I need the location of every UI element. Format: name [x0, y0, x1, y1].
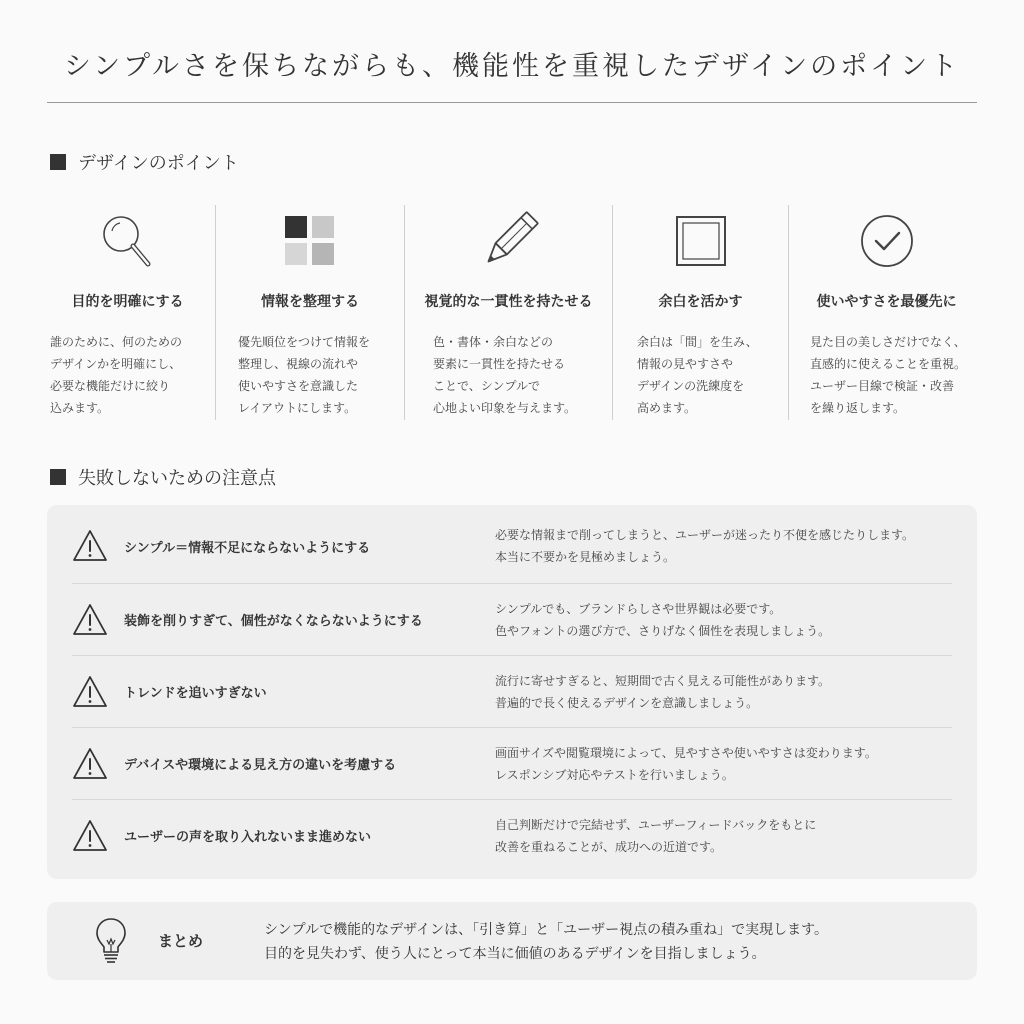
- caution-description: 必要な情報まで削ってしまうと、ユーザーが迷ったり不便を感じたりします。 本当に不要かを見極めましょう。: [495, 528, 915, 564]
- point-item-whitespace: [612, 205, 788, 420]
- caution-item: [72, 655, 952, 727]
- caution-item: [72, 583, 952, 655]
- heading-square-icon: [50, 469, 66, 485]
- cautions-card: [47, 505, 977, 879]
- caution-item: [72, 510, 952, 582]
- summary-text: シンプルで機能的なデザインは、「引き算」と「ユーザー視点の積み重ね」で実現します。 目的を見失わず、使う人にとって本当に価値のあるデザインを目指しましょう。: [264, 922, 828, 962]
- point-description: 誰のために、何のための デザインかを明確にし、 必要な機能だけに絞り 込みます。: [50, 335, 183, 415]
- check-circle-icon: [852, 206, 922, 276]
- point-title: 使いやすさを最優先に: [816, 294, 957, 310]
- points-section-heading: [50, 150, 239, 174]
- point-description: 見た目の美しさだけでなく、 直感的に使えることを重視。 ユーザー目線で検証・改善 を繰り返します。: [810, 335, 967, 415]
- warning-icon: [72, 818, 108, 854]
- caution-title: トレンドを追いすぎない: [124, 686, 267, 701]
- caution-title: デバイスや環境による見え方の違いを考慮する: [124, 758, 397, 773]
- point-title: 情報を整理する: [261, 294, 359, 310]
- caution-description: 自己判断だけで完結せず、ユーザーフィードバックをもとに 改善を重ねることが、成功への近道です。: [495, 817, 817, 854]
- point-title: 目的を明確にする: [71, 294, 184, 310]
- caution-title: シンプル＝情報不足にならないようにする: [124, 540, 371, 556]
- point-description: 色・書体・余白などの 要素に一貫性を持たせる ことで、シンプルで 心地よい印象を与えます。: [433, 335, 577, 415]
- cautions-heading-text: 失敗しないための注意点: [78, 468, 276, 489]
- heading-square-icon: [50, 154, 66, 170]
- page-title: シンプルさを保ちながらも、機能性を重視したデザインのポイント: [63, 51, 961, 82]
- pencil-icon: [474, 206, 544, 276]
- title-divider: [47, 102, 977, 103]
- warning-icon: [72, 746, 108, 782]
- frame-icon: [666, 206, 736, 276]
- summary-card: [47, 902, 977, 980]
- caution-item: [72, 799, 952, 871]
- point-item-purpose: [40, 205, 215, 420]
- summary-label: まとめ: [158, 932, 204, 950]
- point-item-usability: [788, 205, 984, 420]
- point-item-organize: [215, 205, 404, 420]
- warning-icon: [72, 674, 108, 710]
- warning-icon: [72, 528, 108, 564]
- caution-title: ユーザーの声を取り入れないまま進めない: [124, 830, 372, 845]
- points-heading-text: デザインのポイント: [78, 153, 239, 174]
- point-title: 視覚的な一貫性を持たせる: [424, 294, 593, 310]
- caution-description: シンプルでも、ブランドらしさや世界観は必要です。 色やフォントの選び方で、さりげなく個性を表現しましょう。: [495, 601, 831, 638]
- cautions-section-heading: [50, 465, 276, 489]
- grid-squares-icon: [275, 206, 345, 276]
- caution-item: [72, 727, 952, 799]
- point-description: 優先順位をつけて情報を 整理し、視線の流れや 使いやすさを意識した レイアウトにします。: [238, 335, 371, 415]
- lightbulb-icon: [93, 916, 129, 966]
- magnifier-icon: [93, 206, 163, 276]
- caution-description: 流行に寄せすぎると、短期間で古く見える可能性があります。 普遍的で長く使えるデザインを意識しましょう。: [495, 673, 831, 710]
- caution-description: 画面サイズや閲覧環境によって、見やすさや使いやすさは変わります。 レスポンシブ対応やテストを行いましょう。: [495, 745, 877, 782]
- point-description: 余白は「間」を生み、 情報の見やすさや デザインの洗練度を 高めます。: [637, 335, 758, 415]
- point-title: 余白を活かす: [658, 294, 743, 310]
- caution-title: 装飾を削りすぎて、個性がなくならないようにする: [124, 614, 423, 629]
- design-points-list: [40, 205, 984, 420]
- point-item-consistency: [404, 205, 612, 420]
- warning-icon: [72, 602, 108, 638]
